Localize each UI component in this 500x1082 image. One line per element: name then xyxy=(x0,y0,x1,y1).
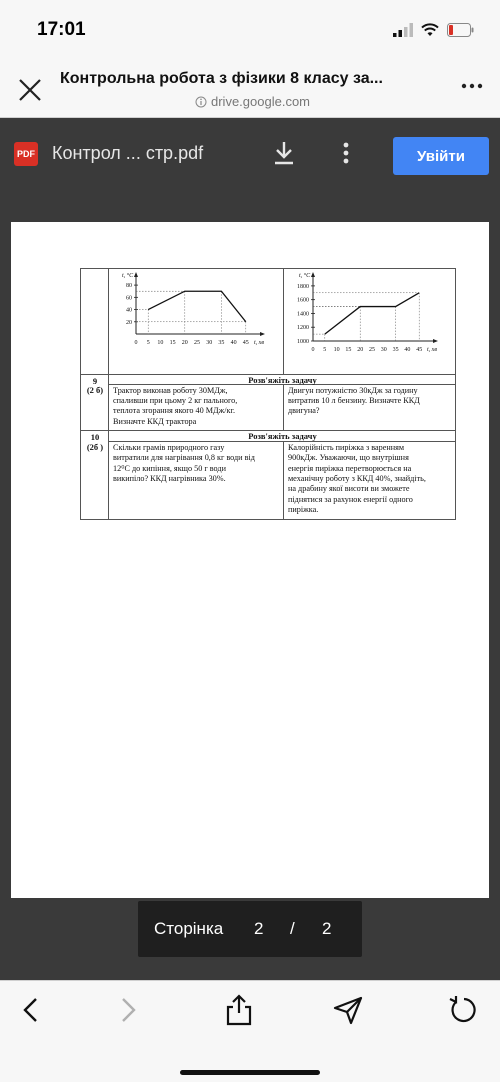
series-line xyxy=(148,291,246,322)
more-options-icon[interactable] xyxy=(458,74,486,94)
task10-left-line: витратили для нагрівання 0,8 кг води від xyxy=(113,453,255,462)
y-axis-arrow xyxy=(134,272,138,277)
task10-right-line: енергія пиріжка перетворюється на xyxy=(288,464,412,473)
x-tick-label: 0 xyxy=(134,340,138,346)
x-tick-label: 45 xyxy=(416,347,423,353)
status-icons xyxy=(393,22,474,38)
forward-icon[interactable] xyxy=(111,993,145,1027)
document-table xyxy=(80,268,456,520)
y-tick-label: 1800 xyxy=(297,283,309,290)
task10-left-line: Скільки грамів природного газу xyxy=(113,443,225,452)
task9-left-line: Визначте ККД трактора xyxy=(113,417,197,426)
series-line xyxy=(325,293,419,334)
page-title: Контрольна робота з фізики 8 класу за... xyxy=(60,70,383,87)
chart-left xyxy=(110,270,284,374)
status-bar xyxy=(0,0,500,62)
task10-right-line: піднятися за рахунок енергії одного xyxy=(288,495,413,504)
task10-right-line: Калорійність пиріжка з варенням xyxy=(288,443,405,452)
x-axis-arrow xyxy=(260,332,265,336)
x-tick-label: 25 xyxy=(369,347,375,353)
y-tick-label: 1600 xyxy=(297,297,309,304)
send-icon[interactable] xyxy=(331,993,365,1027)
chart-right xyxy=(285,270,456,374)
x-tick-label: 30 xyxy=(206,340,213,346)
task10-right-line: пиріжка. xyxy=(288,505,319,514)
task10-right-line: на драбину якої висоти ви зможете xyxy=(288,484,410,493)
task10-left-line: википіло? ККД нагрівника 30%. xyxy=(113,474,226,483)
task9-header: Розв'яжіть задачу xyxy=(248,375,317,385)
x-tick-label: 20 xyxy=(357,347,364,353)
x-axis-label: t, хв xyxy=(254,340,264,346)
page-indicator-label: Сторінка xyxy=(154,919,224,938)
task9-number: 9 xyxy=(92,376,98,386)
page-url-text: drive.google.com xyxy=(211,94,310,109)
x-tick-label: 15 xyxy=(169,340,176,346)
x-tick-label: 10 xyxy=(157,340,164,346)
task10-right-line: 900кДж. Уважаючи, що внутрішня xyxy=(288,453,409,462)
task10-right-line: механічну роботу з ККД 40%, знайдіть, xyxy=(288,474,426,483)
page-indicator-current: 2 xyxy=(254,919,264,938)
y-tick-label: 40 xyxy=(126,307,132,314)
y-axis-arrow xyxy=(311,272,315,277)
status-time: 17:01 xyxy=(37,19,86,40)
page-url xyxy=(60,94,445,109)
task10-header: Розв'яжіть задачу xyxy=(248,431,317,441)
browser-header xyxy=(0,62,500,118)
x-tick-label: 0 xyxy=(311,347,315,353)
x-tick-label: 5 xyxy=(323,347,327,353)
task9-right-line: двигуна? xyxy=(288,406,320,415)
page-indicator-separator: / xyxy=(290,919,295,938)
sign-in-button[interactable]: Увійти xyxy=(393,137,489,175)
x-tick-label: 40 xyxy=(230,340,237,346)
x-axis-arrow xyxy=(433,339,438,343)
x-tick-label: 40 xyxy=(404,347,411,353)
task9-left-line: теплота згорання якого 40 МДж/кг. xyxy=(113,406,236,415)
info-icon xyxy=(195,96,207,108)
download-icon[interactable] xyxy=(270,138,298,168)
x-axis-label: t, хв xyxy=(427,347,437,353)
task9-right-line: Двигун потужністю 30кДж за годину xyxy=(288,386,418,395)
task10-number: 10 xyxy=(90,432,100,442)
x-tick-label: 35 xyxy=(218,340,225,346)
cellular-signal-icon xyxy=(393,23,413,37)
page-indicator xyxy=(138,901,362,957)
task10-points: (2б ) xyxy=(86,442,104,452)
y-tick-label: 80 xyxy=(126,283,132,290)
y-tick-label: 1200 xyxy=(297,325,309,332)
pdf-file-icon: PDF xyxy=(14,142,38,166)
y-tick-label: 1400 xyxy=(297,311,309,318)
back-icon[interactable] xyxy=(14,993,48,1027)
x-tick-label: 45 xyxy=(242,340,249,346)
y-tick-label: 20 xyxy=(126,319,132,326)
task9-right-line: витратив 10 л бензину. Визначте ККД xyxy=(288,396,420,405)
task9-left-line: Трактор виконав роботу 30МДж, xyxy=(113,386,228,395)
x-tick-label: 15 xyxy=(345,347,352,353)
file-name: Контрол ... стр.pdf xyxy=(52,143,204,163)
home-indicator xyxy=(180,1070,320,1075)
y-axis-label: t, °C xyxy=(122,273,134,279)
x-tick-label: 25 xyxy=(194,340,200,346)
y-tick-label: 1000 xyxy=(297,339,309,345)
y-tick-label: 60 xyxy=(126,295,132,302)
share-icon[interactable] xyxy=(222,993,256,1027)
wifi-icon xyxy=(421,23,439,37)
x-tick-label: 20 xyxy=(181,340,188,346)
page-indicator-total: 2 xyxy=(322,919,332,938)
y-axis-label: t, °C xyxy=(299,273,311,279)
viewer-menu-icon[interactable] xyxy=(336,138,356,168)
task10-left-line: 12⁰С до кипіння, якщо 50 г води xyxy=(113,464,226,473)
close-icon[interactable] xyxy=(14,74,46,106)
x-tick-label: 10 xyxy=(333,347,340,353)
task9-points: (2 б) xyxy=(86,385,104,395)
x-tick-label: 5 xyxy=(146,340,150,346)
task9-left-line: спаливши при цьому 2 кг пального, xyxy=(113,396,238,405)
reload-icon[interactable] xyxy=(447,993,481,1027)
x-tick-label: 30 xyxy=(380,347,387,353)
battery-icon xyxy=(447,23,474,37)
table-left-column-top xyxy=(81,269,109,375)
browser-bottom-bar xyxy=(0,980,500,1082)
x-tick-label: 35 xyxy=(392,347,399,353)
